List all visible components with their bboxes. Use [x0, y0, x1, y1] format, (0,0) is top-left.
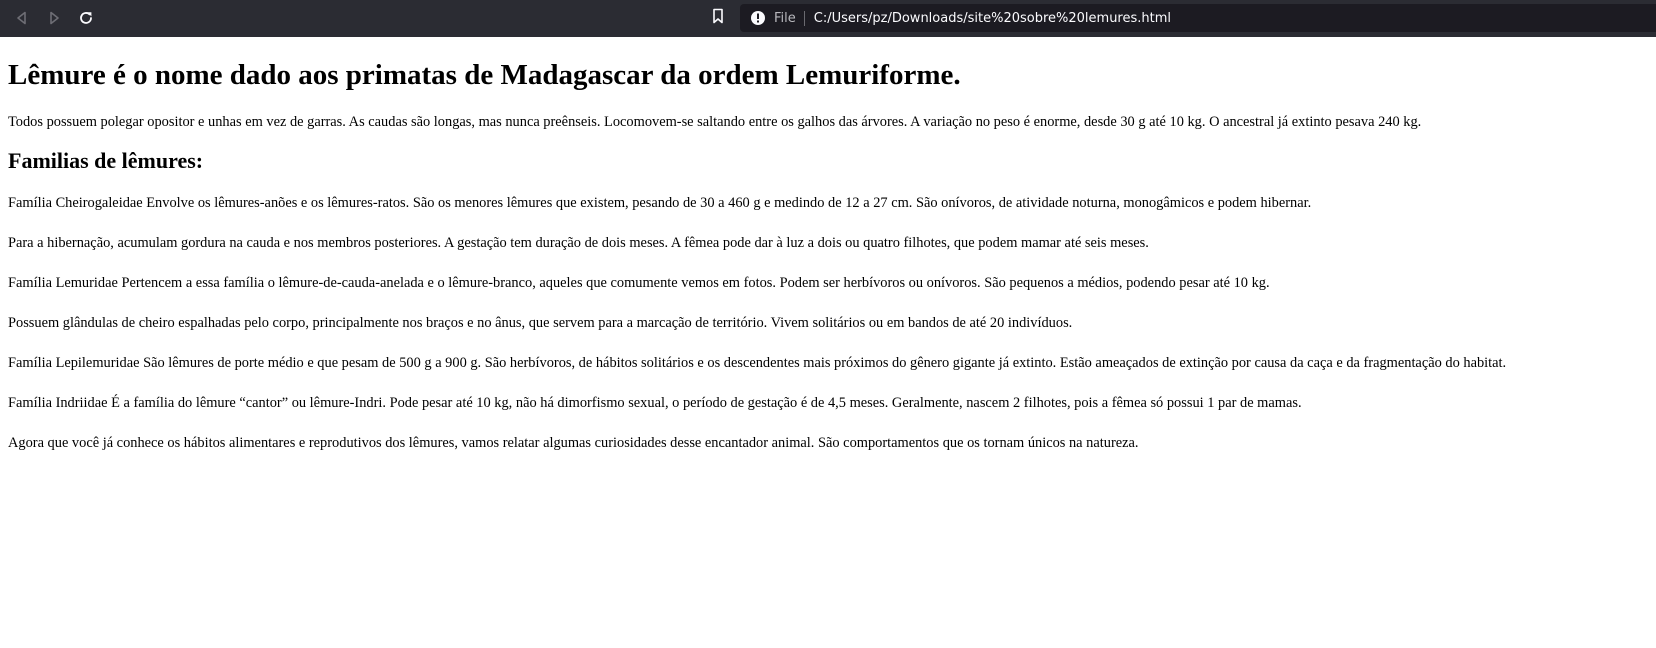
- navigation-buttons: [6, 3, 102, 33]
- paragraph-lepilemuridae: Família Lepilemuridae São lêmures de porte médio e que pesam de 500 g a 900 g. São herbívoros, de hábitos solitários e os descendentes mais próximos do gênero gigante já extinto. Estão ameaçados de extinção por causa da caça e da fragmentação do habitat.: [8, 355, 1507, 371]
- reload-button[interactable]: [70, 3, 102, 33]
- paragraph-conclusion: Agora que você já conhece os hábitos alimentares e reprodutivos dos lêmures, vamos relatar algumas curiosidades desse encantador animal. São comportamentos que os tornam únicos na natureza.: [8, 435, 1139, 451]
- browser-toolbar: [0, 0, 1656, 37]
- address-bar[interactable]: [740, 4, 1656, 32]
- paragraph-hibernation: Para a hibernação, acumulam gordura na cauda e nos membros posteriores. A gestação tem duração de dois meses. A fêmea pode dar à luz a dois ou quatro filhotes, que podem mamar até seis meses.: [8, 235, 1149, 251]
- reload-icon: [78, 10, 94, 26]
- paragraph-lemuridae: Família Lemuridae Pertencem a essa família o lêmure-de-cauda-anelada e o lêmure-branco, aqueles que comumente vemos em fotos. Podem ser herbívoros ou onívoros. São pequenos a médios, podendo pesar até 10 kg.: [8, 275, 1270, 291]
- protocol-label: File: [774, 11, 805, 26]
- intro-paragraph: Todos possuem polegar opositor e unhas em vez de garras. As caudas são longas, mas nunca preênseis. Locomovem-se saltando entre os galhos das árvores. A variação no peso é enorme, desde 30 g até 10 kg. O ancestral já extinto pesava 240 kg.: [8, 114, 1422, 130]
- page-content: [8, 37, 1648, 452]
- back-arrow-icon: [15, 11, 29, 25]
- forward-arrow-icon: [47, 11, 61, 25]
- forward-button[interactable]: [38, 3, 70, 33]
- page-title: Lêmure é o nome dado aos primatas de Madagascar da ordem Lemuriforme.: [8, 59, 961, 91]
- info-icon[interactable]: [750, 10, 766, 26]
- paragraph-indriidae: Família Indriidae É a família do lêmure “cantor” ou lêmure-Indri. Pode pesar até 10 kg, não há dimorfismo sexual, o período de gestação é de 4,5 meses. Geralmente, nascem 2 filhotes, pois a fêmea só possui 1 par de mamas.: [8, 395, 1302, 411]
- url-text[interactable]: C:/Users/pz/Downloads/site%20sobre%20lemures.html: [813, 10, 1172, 26]
- paragraph-cheirogaleidae: Família Cheirogaleidae Envolve os lêmures-anões e os lêmures-ratos. São os menores lêmures que existem, pesando de 30 a 460 g e medindo de 12 a 27 cm. São onívoros, de atividade noturna, monogâmicos e podem hibernar.: [8, 195, 1312, 211]
- back-button[interactable]: [6, 3, 38, 33]
- bookmark-star-icon: [712, 8, 724, 29]
- paragraph-glands: Possuem glândulas de cheiro espalhadas pelo corpo, principalmente nos braços e no ânus, que servem para a marcação de território. Vivem solitários ou em bandos de até 20 indivíduos.: [8, 315, 1073, 331]
- families-heading: Familias de lêmures:: [8, 148, 204, 173]
- bookmark-button[interactable]: [706, 3, 730, 33]
